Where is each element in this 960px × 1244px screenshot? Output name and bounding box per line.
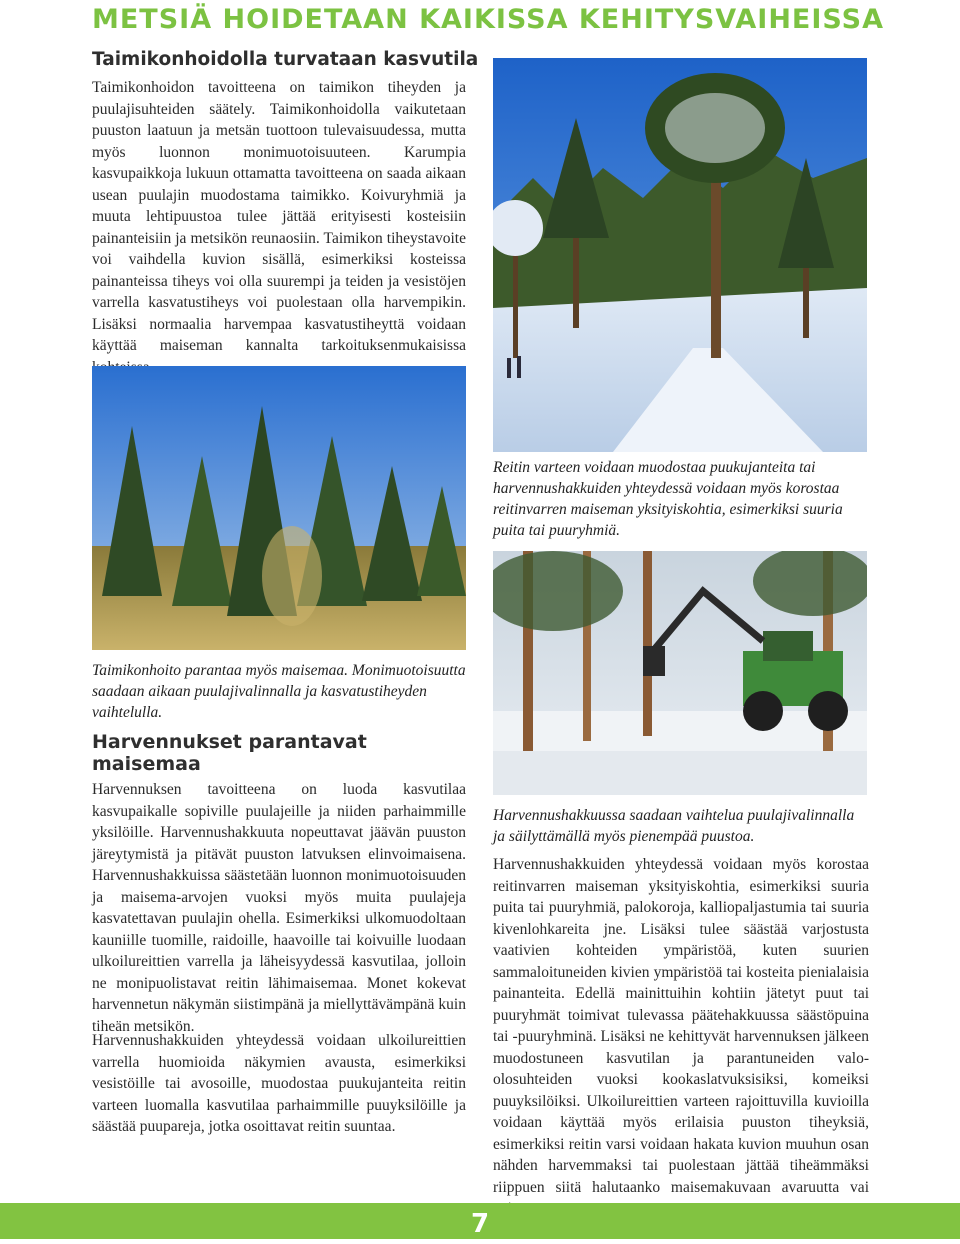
winter-trail-photo xyxy=(493,58,867,452)
page-number: 7 xyxy=(458,1204,502,1239)
section2-para3: Harvennushakkuiden yhteydessä voidaan myös korostaa reitinvarren maiseman yksityiskohtia, esimerkiksi suuria puita tai puuryhmiä, palokoroja, kalliopaljastumia tai suuria kivenlohkareita jne. Lisäksi tulee säästää varjostusta vaativien kohteiden ympäristöä, kuten suurien sammaloituneiden kivien ympäristöä tai kosteita pienialaisia painanteita. Edellä mainittuihin kohtiin jätetyt puut tai puuryhmät toimivat tulevassa päätehakkuussa säästöpuina tai -puuryhminä. Lisäksi ne kehittyvät harvennuksen jälkeen muodostuneen kasvutilan ja parantuneiden valo-olosuhteiden vuoksi kookaslatvuksisiksi, komeiksi puuyksilöiksi. Ulkoilureittien varteen rajoittuvilla kuvioilla voidaan käyttää myös erilaisia puuston tiheyksiä, esimerkiksi reitin varsi voidaan hakata kuvion muuhun osan nähden harvemmaksi tai puolestaan jättää tiheämmäksi riippuen siitä halutaanko maisemakuvaan avaruutta vai xyxy=(493,856,869,1196)
young-stand-caption: Taimikonhoito parantaa myös maisemaa. Monimuotoisuutta saadaan aikaan puulajivalinnalla ja kasvatustiheyden vaihtelulla. xyxy=(92,662,466,721)
young-stand-photo xyxy=(92,366,466,650)
winter-trail-caption: Reitin varteen voidaan muodostaa puukujanteita tai harvennushakkuiden yhteydessä voidaan myös korostaa reitinvarren maiseman yksityiskohtia, esimerkiksi suuria puita tai puuryhmiä. xyxy=(493,459,843,539)
harvester-caption: Harvennushakkuussa saadaan vaihtelua puulajivalinnalla ja säilyttämällä myös pienempää puustoa. xyxy=(493,807,855,845)
section2-para2: Harvennushakkuiden yhteydessä voidaan ulkoilureittien varrella huomioida näkymien avausta, esimerkiksi vesistöille tai avosoille, muodostaa puukujanteita reitin varteen luomalla kasvutilaa parhaimmille puuyksilöille ja säästää puupareja, jotka osoittavat reitin suuntaa. xyxy=(92,1032,466,1135)
section1-body: Taimikonhoidon tavoitteena on taimikon tiheyden ja puulajisuhteiden säätely. Taimikonhoidolla vaikutetaan puuston laatuun ja metsän tuottoon tulevaisuudessa, mutta myös luonnon monimuotoisuuteen. Karumpia kasvupaikkoja lukuun ottamatta tavoitteena on saada aikaan usean puulajin muodostama taimikko. Koivuryhmiä ja muuta lehtipuustoa tulee jättää erityisesti kosteisiin painanteisiin ja metsikön reunaosiin. Taimikon tiheystavoite voi vaihdella kuvion sisällä, esimerkiksi kosteissa painanteissa tiheys voi olla suurempi ja teiden ja vesistöjen varrella kasvatustiheys voi puolestaan olla harvempikin. Lisäksi normaalia harvempaa kasvatustiheyttä voidaan käyttää maiseman kannalta tarkoituksenmukaisissa xyxy=(92,79,466,354)
harvester-photo xyxy=(493,551,867,795)
section2-para1: Harvennuksen tavoitteena on luoda kasvutilaa kasvupaikalle sopiville puulajeille ja niiden parhaimmille yksilöille. Harvennushakkuuta nopeuttavat jäävän puuston järeytymistä ja pitävät puuston latvuksen elinvoimaisena. Harvennushakkuissa säästetään luonnon monimuotoisuuden ja maisema-arvojen vuoksi myös muita puulajeja kasvatettavan puulajin ohella. Esimerkiksi ulkomuodoltaan kauniille tuomille, raidoille, haavoille tai koivuille luodaan ulkoilureittien varrella ja läheisyydessä kasvutilaa, jolloin ne monipuolistavat reitin lähimaisemaa. Monet kokevat harvennetun näkymän siistimpänä ja miellyttävämpänä kuin tiheän metsikön. xyxy=(92,781,466,1035)
section-heading-harvennukset: Harvennukset parantavat maisemaa xyxy=(92,731,367,775)
section-heading-taimikonhoito: Taimikonhoidolla turvataan kasvutila xyxy=(92,49,479,70)
page-title: METSIÄ HOIDETAAN KAIKISSA KEHITYSVAIHEISSA xyxy=(92,4,884,35)
